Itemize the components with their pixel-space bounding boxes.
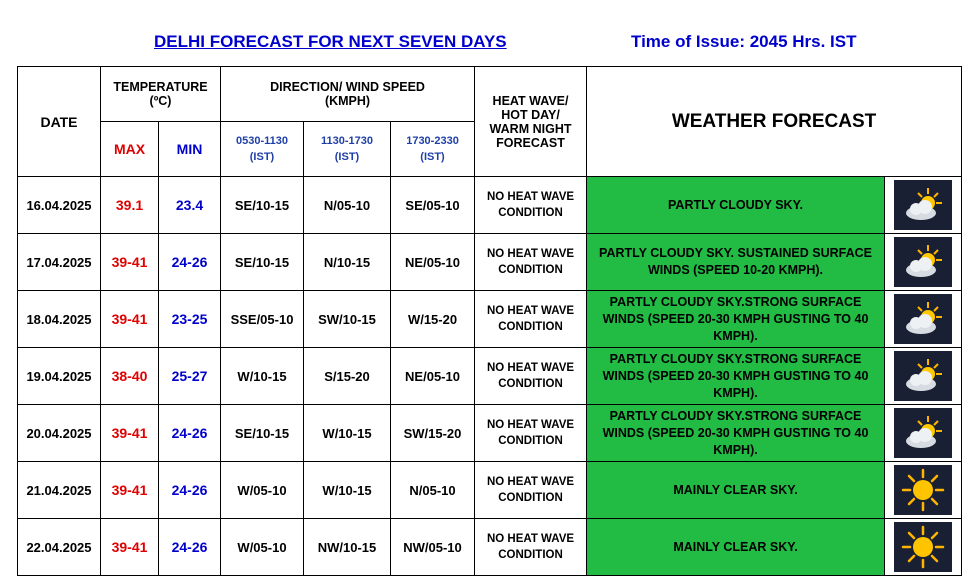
wind-slot-3-cell: SE/05-10 (391, 177, 475, 234)
wind-slot-2-cell: N/05-10 (304, 177, 391, 234)
table-row (18, 348, 962, 405)
icon-cell (885, 462, 962, 519)
table-row (18, 519, 962, 576)
icon-cell (885, 291, 962, 348)
wind-slot-3-cell: N/05-10 (391, 462, 475, 519)
header-wind-label: DIRECTION/ WIND SPEED (270, 80, 425, 94)
wind-slot-1-cell: W/05-10 (221, 462, 304, 519)
max-temp-cell: 38-40 (101, 348, 159, 405)
min-temp-cell: 24-26 (159, 519, 221, 576)
header-wind-unit: (KMPH) (324, 94, 371, 108)
wind-slot-3-cell: SW/15-20 (391, 405, 475, 462)
header-wind (221, 67, 475, 122)
header-date: DATE (18, 67, 101, 177)
heatwave-cell: NO HEAT WAVE CONDITION (475, 348, 587, 405)
icon-cell (885, 234, 962, 291)
min-temp-cell: 24-26 (159, 462, 221, 519)
header-temperature-label: TEMPERATURE (113, 80, 208, 94)
forecast-table (17, 66, 962, 576)
heatwave-cell: NO HEAT WAVE CONDITION (475, 462, 587, 519)
date-cell: 20.04.2025 (18, 405, 101, 462)
wind-slot-2-cell: N/10-15 (304, 234, 391, 291)
min-temp-cell: 23.4 (159, 177, 221, 234)
min-temp-cell: 24-26 (159, 234, 221, 291)
date-cell: 18.04.2025 (18, 291, 101, 348)
forecast-cell: PARTLY CLOUDY SKY. SUSTAINED SURFACE WINDS (SPEED 10-20 KMPH). (587, 234, 885, 291)
slot-2-ist: (IST) (334, 151, 360, 163)
table-row (18, 177, 962, 234)
table-row (18, 405, 962, 462)
wind-slot-2-cell: NW/10-15 (304, 519, 391, 576)
wind-slot-1-cell: SSE/05-10 (221, 291, 304, 348)
icon-cell (885, 519, 962, 576)
header-min: MIN (159, 122, 221, 177)
table-row (18, 462, 962, 519)
date-cell: 17.04.2025 (18, 234, 101, 291)
icon-cell (885, 177, 962, 234)
wind-slot-2-cell: W/10-15 (304, 462, 391, 519)
wind-slot-1-cell: SE/10-15 (221, 177, 304, 234)
max-temp-cell: 39.1 (101, 177, 159, 234)
icon-cell (885, 405, 962, 462)
header-slot-1 (221, 122, 304, 177)
wind-slot-3-cell: NW/05-10 (391, 519, 475, 576)
slot-3-ist: (IST) (420, 151, 445, 163)
heatwave-cell: NO HEAT WAVE CONDITION (475, 405, 587, 462)
max-temp-cell: 39-41 (101, 462, 159, 519)
wind-slot-2-cell: W/10-15 (304, 405, 391, 462)
wind-slot-3-cell: NE/05-10 (391, 348, 475, 405)
slot-2-time: 1130-1730 (321, 135, 373, 147)
min-temp-cell: 24-26 (159, 405, 221, 462)
partly-cloudy-icon (894, 408, 952, 458)
max-temp-cell: 39-41 (101, 234, 159, 291)
partly-cloudy-icon (894, 351, 952, 401)
partly-cloudy-icon (894, 294, 952, 344)
max-temp-cell: 39-41 (101, 519, 159, 576)
wind-slot-3-cell: NE/05-10 (391, 234, 475, 291)
slot-1-time: 0530-1130 (236, 135, 288, 147)
table-row (18, 234, 962, 291)
min-temp-cell: 23-25 (159, 291, 221, 348)
forecast-cell: PARTLY CLOUDY SKY.STRONG SURFACE WINDS (SPEED 20-30 KMPH GUSTING TO 40 KMPH). (587, 405, 885, 462)
heatwave-cell: NO HEAT WAVE CONDITION (475, 291, 587, 348)
max-temp-cell: 39-41 (101, 405, 159, 462)
wind-slot-1-cell: W/10-15 (221, 348, 304, 405)
heatwave-cell: NO HEAT WAVE CONDITION (475, 234, 587, 291)
wind-slot-2-cell: SW/10-15 (304, 291, 391, 348)
header-weather-forecast: WEATHER FORECAST (587, 67, 962, 177)
issue-time: Time of Issue: 2045 Hrs. IST (631, 32, 857, 51)
page-title: DELHI FORECAST FOR NEXT SEVEN DAYS (154, 32, 507, 51)
partly-cloudy-icon (894, 180, 952, 230)
max-temp-cell: 39-41 (101, 291, 159, 348)
date-cell: 22.04.2025 (18, 519, 101, 576)
header-temperature (101, 67, 221, 122)
wind-slot-2-cell: S/15-20 (304, 348, 391, 405)
partly-cloudy-icon (894, 237, 952, 287)
slot-3-time: 1730-2330 (406, 135, 459, 147)
heatwave-cell: NO HEAT WAVE CONDITION (475, 519, 587, 576)
wind-slot-1-cell: SE/10-15 (221, 405, 304, 462)
icon-cell (885, 348, 962, 405)
date-cell: 16.04.2025 (18, 177, 101, 234)
min-temp-cell: 25-27 (159, 348, 221, 405)
forecast-cell: MAINLY CLEAR SKY. (587, 519, 885, 576)
date-cell: 21.04.2025 (18, 462, 101, 519)
header-max: MAX (101, 122, 159, 177)
wind-slot-1-cell: SE/10-15 (221, 234, 304, 291)
forecast-cell: PARTLY CLOUDY SKY.STRONG SURFACE WINDS (SPEED 20-30 KMPH GUSTING TO 40 KMPH). (587, 348, 885, 405)
forecast-cell: PARTLY CLOUDY SKY.STRONG SURFACE WINDS (SPEED 20-30 KMPH GUSTING TO 40 KMPH). (587, 291, 885, 348)
header-heatwave: HEAT WAVE/ HOT DAY/ WARM NIGHT FORECAST (475, 67, 587, 177)
forecast-cell: PARTLY CLOUDY SKY. (587, 177, 885, 234)
forecast-cell: MAINLY CLEAR SKY. (587, 462, 885, 519)
date-cell: 19.04.2025 (18, 348, 101, 405)
header-temperature-unit: (ºC) (149, 94, 172, 108)
sun-icon (894, 465, 952, 515)
heatwave-cell: NO HEAT WAVE CONDITION (475, 177, 587, 234)
wind-slot-1-cell: W/05-10 (221, 519, 304, 576)
wind-slot-3-cell: W/15-20 (391, 291, 475, 348)
slot-1-ist: (IST) (249, 151, 275, 163)
header-slot-2 (304, 122, 391, 177)
header-slot-3 (391, 122, 475, 177)
sun-icon (894, 522, 952, 572)
table-row (18, 291, 962, 348)
